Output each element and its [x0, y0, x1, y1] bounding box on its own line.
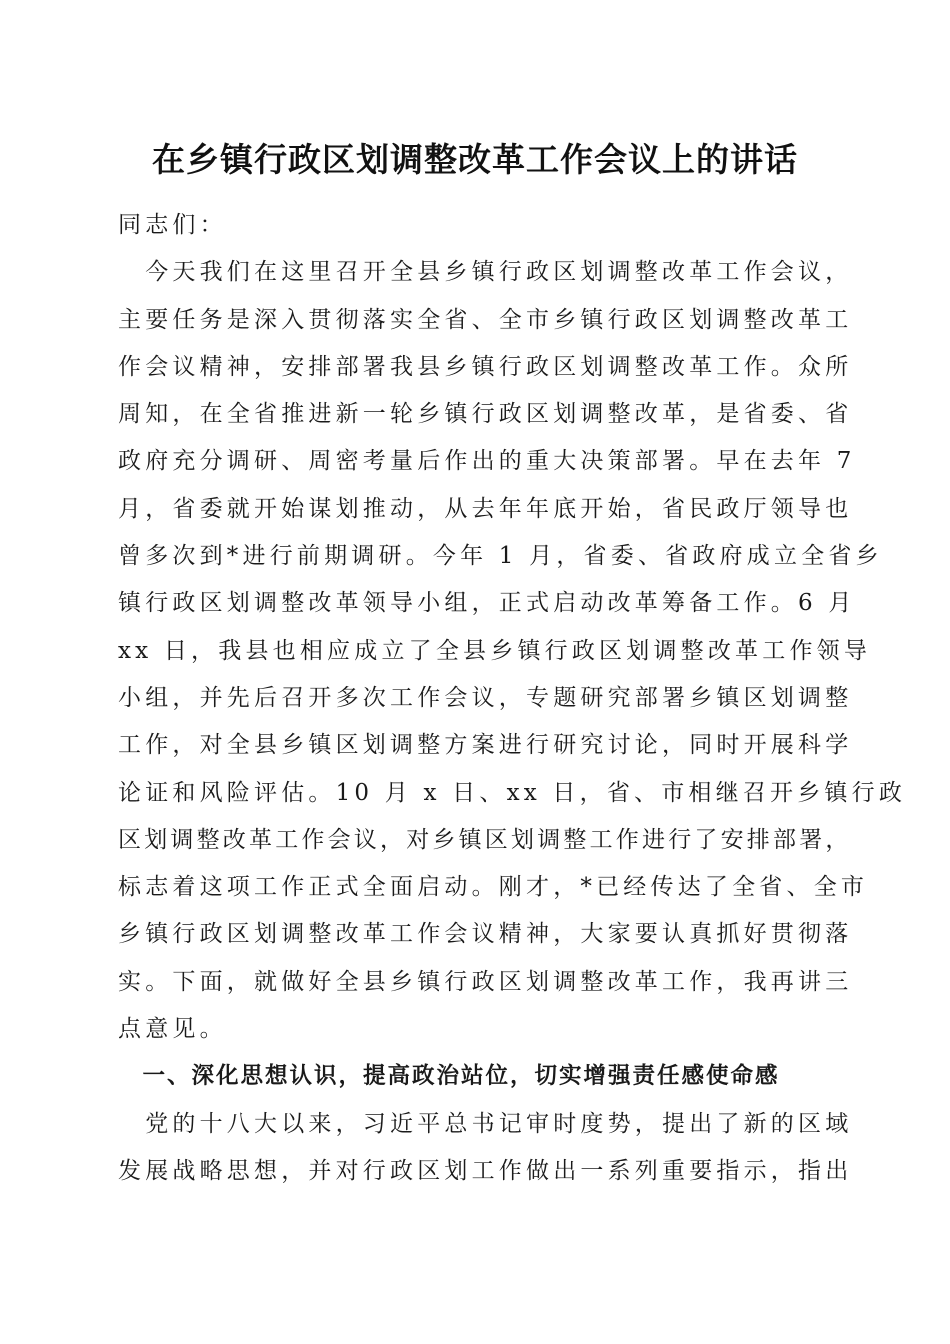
paragraph-1-line: 政府充分调研、周密考量后作出的重大决策部署。早在去年 7: [118, 448, 856, 475]
paragraph-1-line: 论证和风险评估。10 月 x 日、xx 日，省、市相继召开乡镇行政: [118, 779, 907, 806]
paragraph-1-line: 标志着这项工作正式全面启动。刚才，*已经传达了全省、全市: [118, 874, 869, 901]
paragraph-1-line: 工作，对全县乡镇区划调整方案进行研究讨论，同时开展科学: [118, 732, 853, 759]
paragraph-1-line: 点意见。: [118, 1016, 227, 1043]
paragraph-1-line: 月，省委就开始谋划推动，从去年年底开始，省民政厅领导也: [118, 495, 853, 522]
paragraph-1-line: 作会议精神，安排部署我县乡镇行政区划调整改革工作。众所: [118, 353, 853, 380]
paragraph-2-line: 发展战略思想，并对行政区划工作做出一系列重要指示，指出: [118, 1157, 853, 1184]
document-body: [118, 202, 907, 1195]
paragraph-1-line: xx 日，我县也相应成立了全县乡镇行政区划调整改革工作领导: [118, 637, 872, 664]
paragraph-1-line: 曾多次到*进行前期调研。今年 1 月，省委、省政府成立全省乡: [118, 543, 883, 570]
section-1-heading: 一、深化思想认识，提高政治站位，切实增强责任感使命感: [118, 1063, 780, 1090]
salutation: 同志们：: [118, 212, 227, 238]
paragraph-2-line: 党的十八大以来，习近平总书记审时度势，提出了新的区域: [118, 1110, 853, 1137]
paragraph-1-line: 周知，在全省推进新一轮乡镇行政区划调整改革，是省委、省: [118, 401, 853, 428]
paragraph-1-line: 乡镇行政区划调整改革工作会议精神，大家要认真抓好贯彻落: [118, 921, 853, 948]
paragraph-1-line: 小组，并先后召开多次工作会议，专题研究部署乡镇区划调整: [118, 684, 853, 711]
paragraph-1-line: 主要任务是深入贯彻落实全省、全市乡镇行政区划调整改革工: [118, 306, 853, 333]
paragraph-1-line: 实。下面，就做好全县乡镇行政区划调整改革工作，我再讲三: [118, 968, 853, 995]
paragraph-1-line: 镇行政区划调整改革领导小组，正式启动改革筹备工作。6 月: [118, 590, 856, 617]
document-title: 在乡镇行政区划调整改革工作会议上的讲话: [152, 140, 798, 179]
paragraph-1-line: 区划调整改革工作会议，对乡镇区划调整工作进行了安排部署，: [118, 826, 852, 853]
paragraph-1-line: 今天我们在这里召开全县乡镇行政区划调整改革工作会议，: [118, 259, 853, 286]
